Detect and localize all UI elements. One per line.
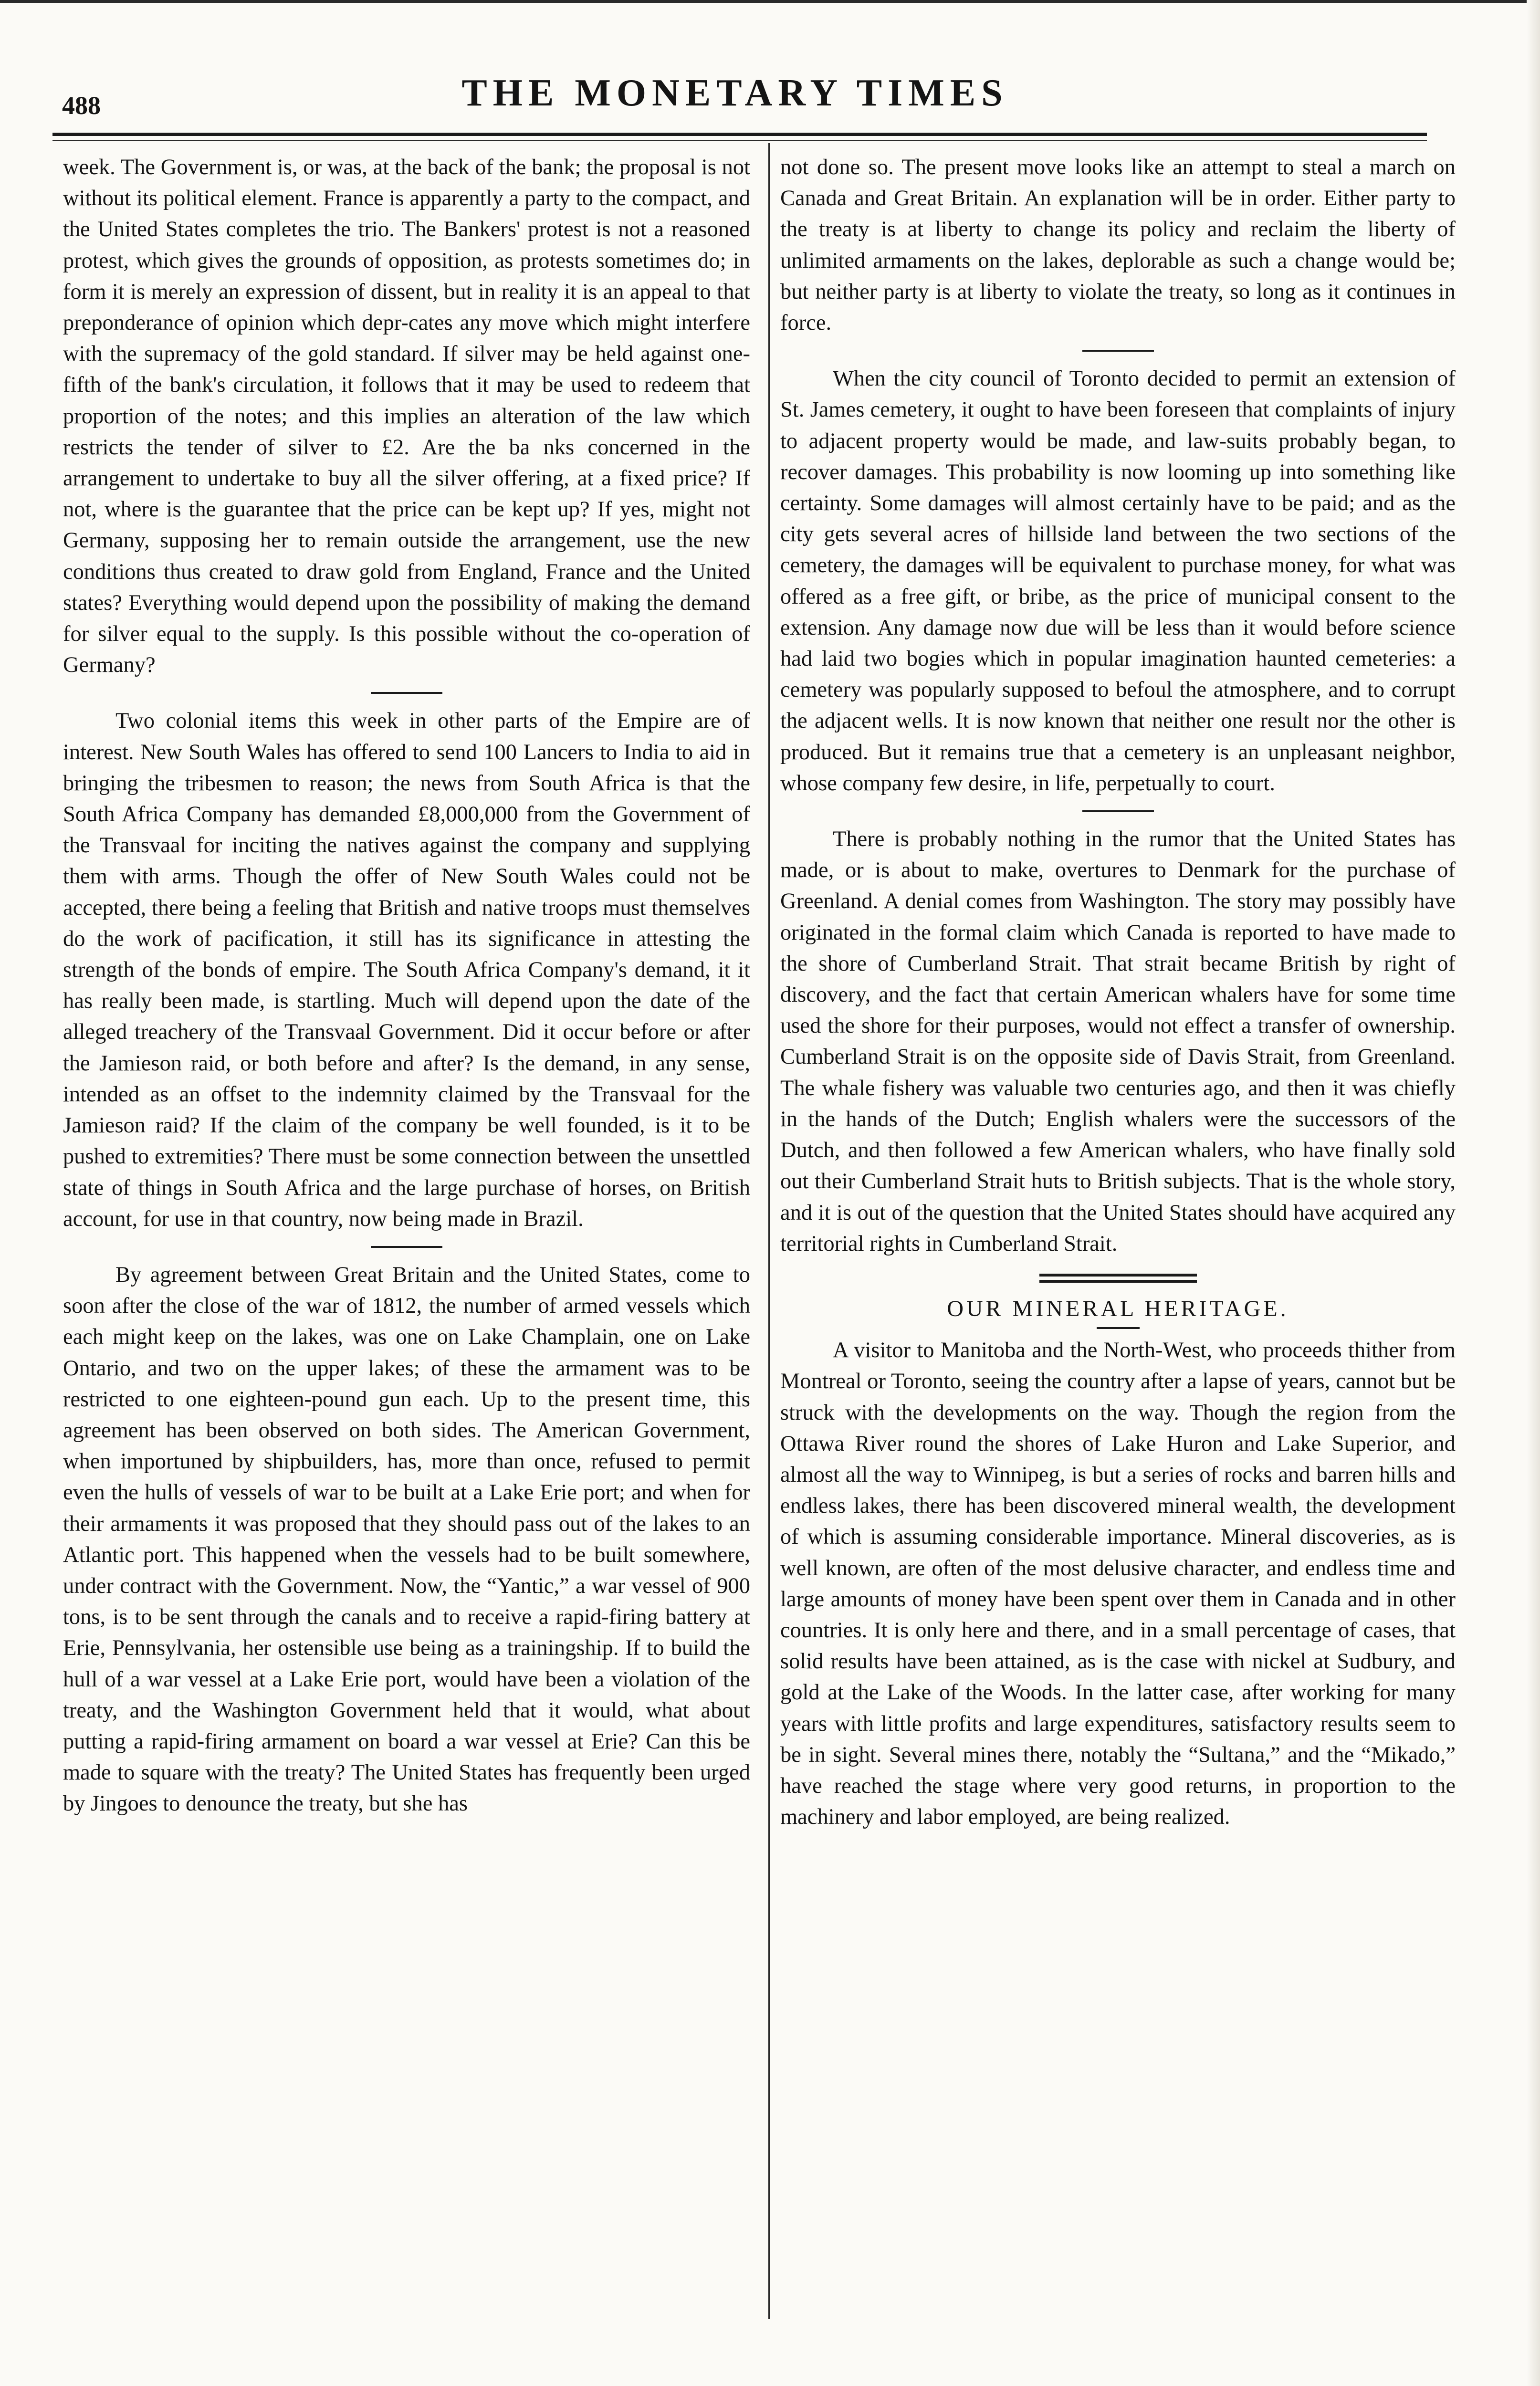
left-column [63,152,750,1820]
paragraph-mineral-heritage: A visitor to Manitoba and the North-West, who proceeds thither from Montreal or Toronto, seeing the country after a lapse of years, cannot but be struck with the developments on the way. Though the region from the Ottawa River round the shores of Lake Huron and Lake Superior, and almost all the way to Winnipeg, is but a series of rocks and barren hills and endless lakes, there has been discovered mineral wealth, the development of which is assuming considerable importance. Mineral discoveries, as is well known, are often of the most delusive character, and endless time and large amounts of money have been spent over them in Canada and in other countries. It is only here and there, and in a small percentage of cases, that solid results have been attained, as is the case with nickel at Sudbury, and gold at the Lake of the Woods. In the latter case, after working for many years with little profits and large expenditures, satisfactory results seem to be in sight. Several mines there, notably the “Sultana,” and the “Mikado,” have reached the stage where very good returns, in proportion to the machinery and labor employed, are being realized. [780,1338,1456,1830]
article-title: OUR MINERAL HERITAGE. [947,1296,1289,1321]
page-edge-shadow [1527,0,1540,2386]
section-separator [1082,350,1154,352]
section-separator [1082,810,1154,812]
paragraph-bank-silver: week. The Government is, or was, at the back of the bank; the proposal is not without its political element. France is apparently a party to the compact, and the United States completes the trio. The Bankers' protest is not a reasoned protest, which gives the grounds of opposition, as protests sometimes do; in form it is merely an expression of dissent, but in reality it is an appeal to that preponderance of opinion which depr-cates any move which might interfere with the supremacy of the gold standard. If silver may be held against one-fifth of the bank's circulation, it follows that it may be used to redeem that proportion of the notes; and this implies an alteration of the law which restricts the tender of silver to £2. Are the ba nks concerned in the arrangement to undertake to buy all the silver offering, at a fixed price? If not, where is the guarantee that the price can be kept up? If yes, might not Germany, supposing her to remain outside the arrangement, use the new conditions thus created to draw gold from England, France and the United states? Everything would depend upon the possibility of making the demand for silver equal to the supply. Is this possible without the co-operation of Germany? [63,155,750,678]
paragraph-lakes-treaty: By agreement between Great Britain and the United States, come to soon after the close of the war of 1812, the number of armed vessels which each might keep on the lakes, was one on Lake Champlain, one on Lake Ontario, and two on the upper lakes; of these the armament was to be restricted to one eighteen-pound gun each. Up to the present time, this agreement has been observed on both sides. The American Government, when importuned by shipbuilders, has, more than once, refused to permit even the hulls of vessels of war to be built at a Lake Erie port; and when for their armaments it was proposed that they should pass out of the lakes to an Atlantic port. This happened when the vessels had to be built somewhere, under contract with the Government. Now, the “Yantic,” a war vessel of 900 tons, is to be sent through the canals and to receive a rapid-firing battery at Erie, Pennsylvania, her ostensible use being as a trainingship. If to build the hull of a war vessel at a Lake Erie port, would have been a violation of the treaty, and the Washington Government held that it would, what about putting a rapid-firing armament on board a war vessel at Erie? Can this be made to square with the treaty? The United States has frequently been urged by Jingoes to denounce the treaty, but she has [63,1262,750,1816]
right-column [780,152,1456,1832]
title-separator [1097,1327,1140,1329]
column-divider [768,143,770,2319]
section-separator [371,692,442,694]
header-rule-thin [52,140,1427,141]
masthead-title: THE MONETARY TIMES [461,72,1008,114]
header-rule-thick [52,133,1427,136]
paragraph-toronto-cemetery: When the city council of Toronto decided to permit an extension of St. James cemetery, it ought to have been foreseen that complaints of injury to adjacent property would be made, and law-suits probably began, to recover damages. This probability is now looming up into something like certainty. Some damages will almost certainly have to be paid; and as the city gets several acres of hillside land between the two sections of the cemetery, the damages will be equivalent to purchase money, for what was offered as a free gift, or bribe, as the price of municipal consent to the extension. Any damage now due will be less than it would before science had laid two bogies which in popular imagination haunted cemeteries: a cemetery was popularly supposed to befoul the atmosphere, and to corrupt the adjacent wells. It is now known that neither one result nor the other is produced. But it remains true that a cemetery is an unpleasant neighbor, whose company few desire, in life, perpetually to court. [780,366,1456,795]
page-number: 488 [62,91,101,120]
top-border-line [0,0,1540,3]
paragraph-greenland-rumor: There is probably nothing in the rumor that the United States has made, or is about to make, overtures to Denmark for the purchase of Greenland. A denial comes from Washington. The story may possibly have originated in the formal claim which Canada is reported to have made to the shore of Cumberland Strait. That strait became British by right of discovery, and the fact that certain American whalers have for some time used the shore for their purposes, would not effect a transfer of ownership. Cumberland Strait is on the opposite side of Davis Strait, from Greenland. The whale fishery was valuable two centuries ago, and then it was chiefly in the hands of the Dutch; English whalers were the successors of the Dutch, and then followed a few American whalers, who have finally sold out their Cumberland Strait huts to British subjects. That is the whole story, and it is out of the question that the United States should have acquired any territorial rights in Cumberland Strait. [780,827,1456,1256]
paragraph-colonial-items: Two colonial items this week in other parts of the Empire are of interest. New South Wales has offered to send 100 Lancers to India to aid in bringing the tribesmen to reason; the news from South Africa is that the South Africa Company has demanded £8,000,000 from the Government of the Transvaal for inciting the natives against the company and supplying them with arms. Though the offer of New South Wales could not be accepted, there being a feeling that British and native troops must themselves do the work of pacification, it still has its significance in attesting the strength of the bonds of empire. The South Africa Company's demand, it it has really been made, is startling. Much will depend upon the date of the alleged treachery of the Transvaal Government. Did it occur before or after the Jamieson raid, or both before and after? Is the demand, in any sense, intended as an offset to the indemnity claimed by the Transvaal for the Jamieson raid? If the claim of the company be well founded, is it to be pushed to extremities? There must be some connection between the unsettled state of things in South Africa and the large purchase of horses, on British account, for use in that country, now being made in Brazil. [63,709,750,1231]
section-separator [371,1246,442,1248]
article-double-rule [1039,1274,1197,1283]
paragraph-treaty-continued: not done so. The present move looks like an attempt to steal a march on Canada and Great Britain. An explanation will be in order. Either party to the treaty is at liberty to change its policy and reclaim the liberty of unlimited armaments on the lakes, deplorable as such a change would be; but neither party is at liberty to violate the treaty, so long as it continues in force. [780,155,1456,335]
page-header [43,72,1427,124]
